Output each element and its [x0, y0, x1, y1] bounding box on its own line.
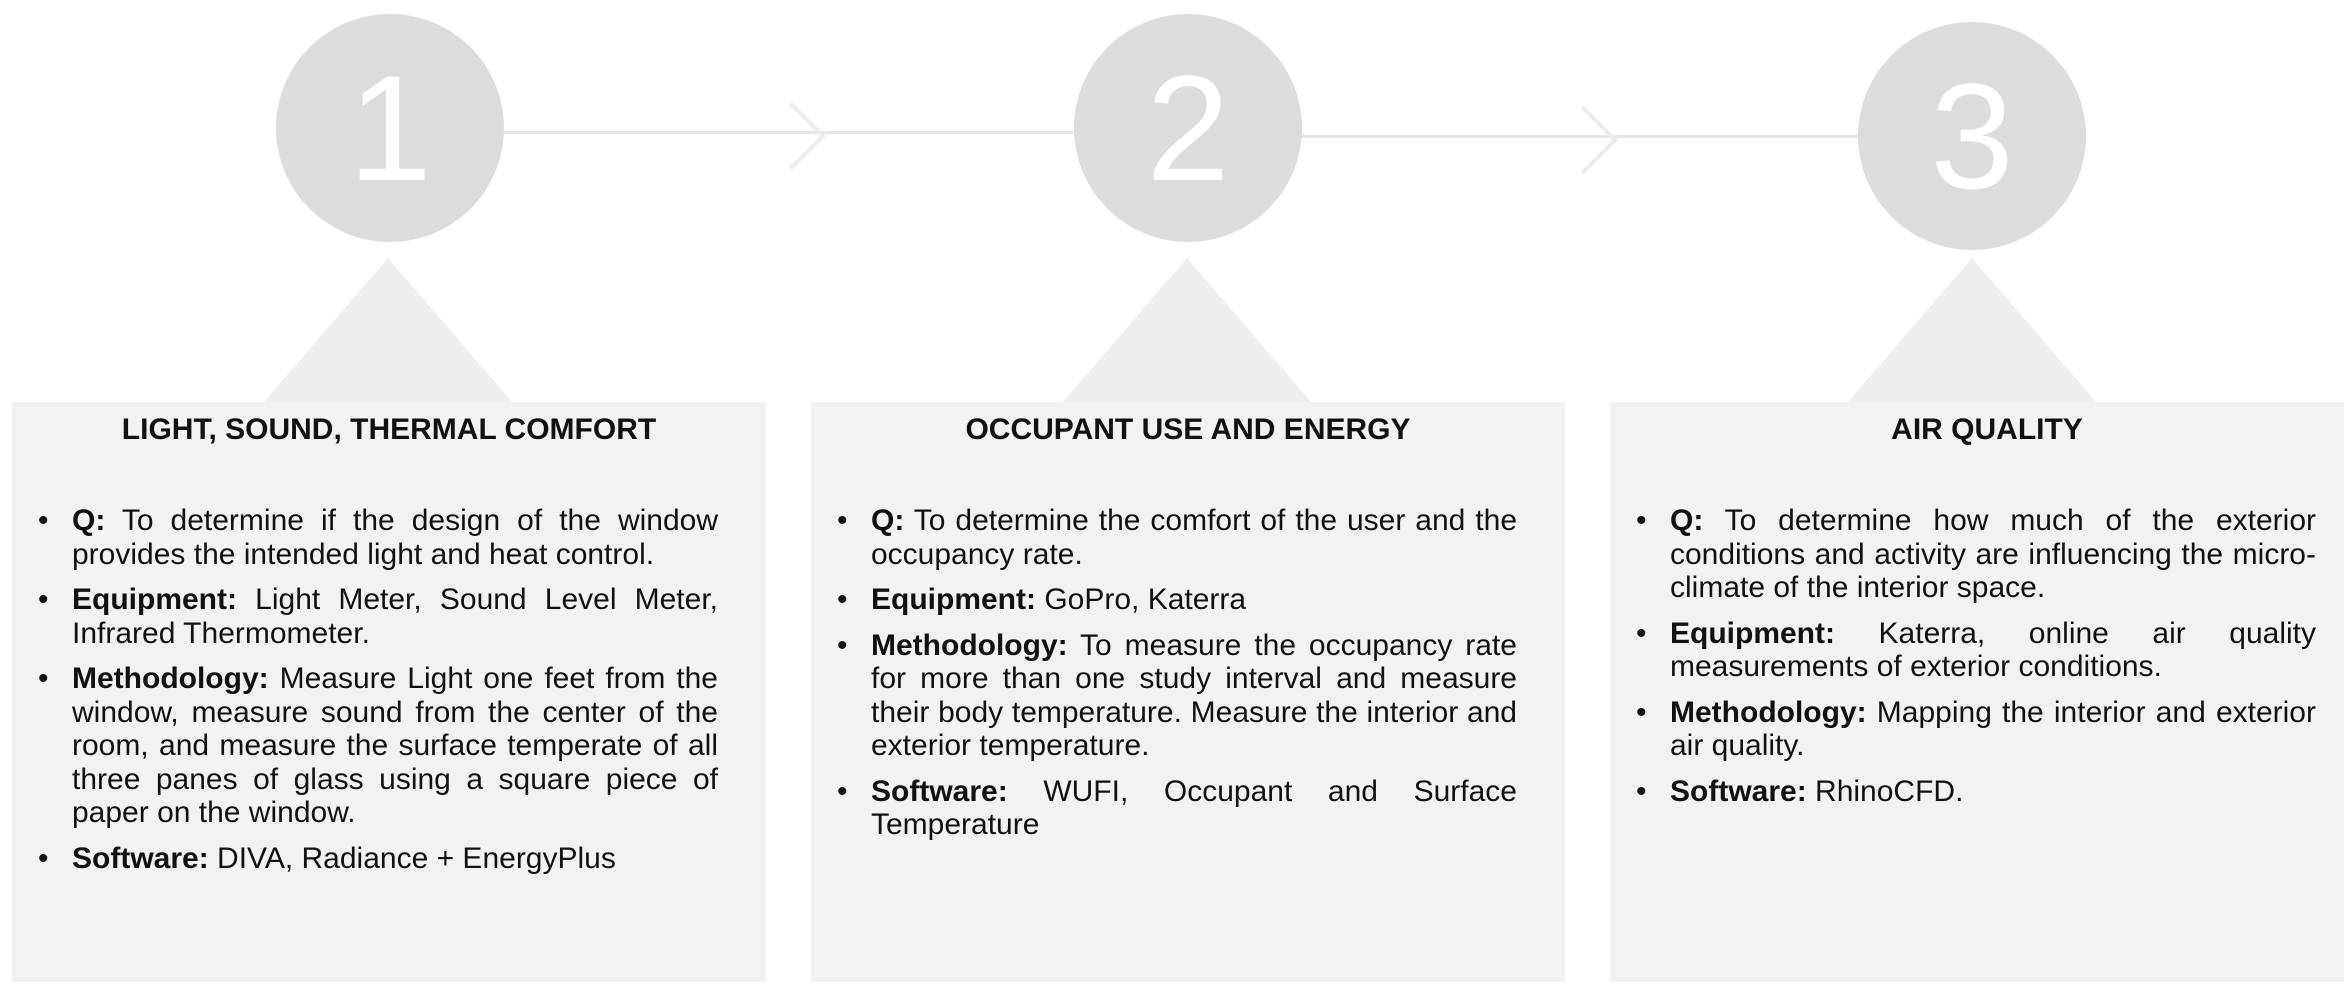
bullet-key: Software: [871, 774, 1008, 808]
bullet-text: To measure the occupancy rate for more than one study interval and measure their body temperature. Measure the interior and exterior temperature. [871, 628, 1517, 762]
step-number: 2 [1146, 44, 1230, 212]
step-number-circle-2 [1074, 14, 1302, 242]
bullet-text: GoPro, Katerra [1044, 583, 1247, 616]
bullet-text: To determine how much of the exterior conditions and activity are influencing the micro-climate of the interior space. [1670, 504, 2316, 604]
bullet-item-methodology [837, 628, 1517, 763]
step-panel-2 [811, 402, 1565, 982]
bullet-text: To determine if the design of the window provides the intended light and heat control. [72, 504, 719, 571]
bullet-text: To determine the comfort of the user and the occupancy rate. [871, 504, 1517, 571]
bullet-dot: • [1636, 774, 1647, 808]
panel-pointer-3 [1847, 258, 2097, 403]
bullet-dot: • [1636, 616, 1647, 650]
bullet-item-software [837, 774, 1517, 842]
bullet-key: Equipment: [72, 583, 237, 616]
chevron-right-icon [1550, 106, 1618, 174]
bullet-dot: • [1636, 695, 1647, 729]
bullet-key: Software: [72, 841, 209, 875]
bullet-dot: • [38, 841, 49, 875]
bullet-dot: • [38, 583, 49, 616]
panel-pointer-1 [263, 258, 513, 403]
bullet-key: Q: [871, 504, 905, 537]
step-number: 3 [1930, 52, 2014, 220]
bullet-text: Light Meter, Sound Level Meter, Infrared Thermometer. [72, 583, 718, 650]
bullet-key: Software: [1670, 774, 1807, 808]
bullet-dot: • [1636, 504, 1647, 537]
bullet-key: Methodology: [871, 628, 1068, 662]
bullet-key: Methodology: [1670, 695, 1867, 729]
bullet-item-software [38, 841, 718, 876]
bullet-list [837, 504, 1517, 854]
panel-title: OCCUPANT USE AND ENERGY [965, 413, 1411, 446]
bullet-list [1636, 504, 2316, 820]
bullet-item-q [1636, 504, 2316, 605]
bullet-text: WUFI, Occupant and Surface Temperature [871, 774, 1517, 841]
bullet-text: Mapping the interior and exterior air quality. [1670, 695, 2316, 762]
bullet-dot: • [837, 583, 848, 616]
step-number: 1 [348, 44, 432, 212]
bullet-item-equipment [837, 583, 1517, 617]
bullet-text: DIVA, Radiance + EnergyPlus [217, 841, 616, 875]
bullet-item-q [837, 504, 1517, 571]
panel-title: LIGHT, SOUND, THERMAL COMFORT [121, 413, 657, 446]
bullet-dot: • [38, 504, 49, 537]
bullet-item-methodology [1636, 695, 2316, 763]
bullet-item-equipment [38, 583, 718, 650]
bullet-key: Q: [1670, 504, 1704, 537]
step-panel-1 [12, 402, 766, 982]
bullet-dot: • [837, 504, 848, 537]
bullet-text: RhinoCFD. [1815, 774, 1964, 808]
bullet-key: Equipment: [871, 583, 1036, 616]
bullet-dot: • [38, 662, 49, 695]
bullet-list [38, 504, 719, 887]
bullet-key: Q: [72, 504, 106, 537]
bullet-item-equipment [1636, 616, 2316, 684]
bullet-dot: • [837, 628, 848, 662]
bullet-item-methodology [38, 662, 718, 830]
chevron-right-icon [758, 102, 826, 170]
panel-pointer-2 [1062, 258, 1312, 403]
bullet-item-software [1636, 774, 2316, 809]
panel-title: AIR QUALITY [1891, 413, 2083, 446]
bullet-item-q [38, 504, 719, 571]
bullet-key: Equipment: [1670, 616, 1835, 650]
step-number-circle-1 [276, 14, 504, 242]
bullet-dot: • [837, 774, 848, 808]
bullet-text: Measure Light one feet from the window, measure sound from the center of the room, and measure the surface temperate of all three panes of glass using a square piece of paper on the window. [72, 662, 718, 829]
step-number-circle-3 [1858, 22, 2086, 250]
bullet-text: Katerra, online air quality measurements of exterior conditions. [1670, 616, 2316, 683]
step-panel-3 [1610, 402, 2344, 982]
bullet-key: Methodology: [72, 662, 269, 695]
